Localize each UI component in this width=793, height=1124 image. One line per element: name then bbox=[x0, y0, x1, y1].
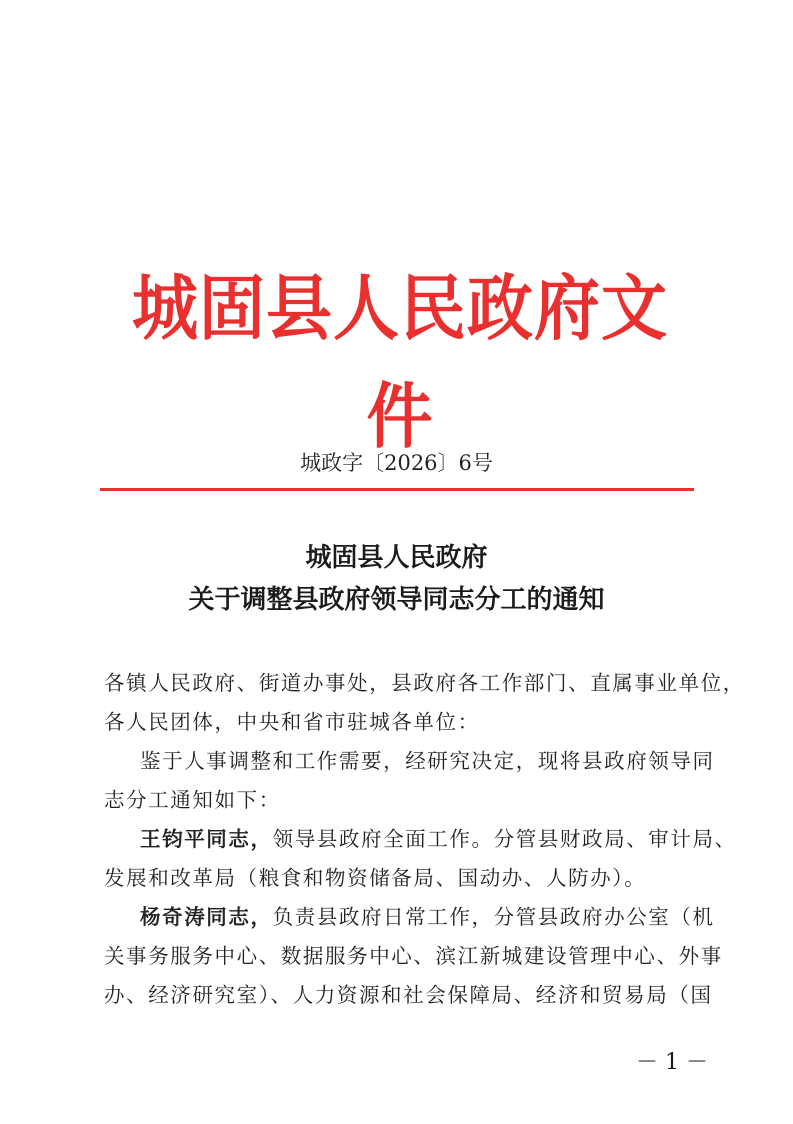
paragraph-1-line-1 bbox=[140, 822, 737, 852]
paragraph-1-text: 领导县政府全面工作。分管县财政局、审计局、 bbox=[272, 827, 737, 851]
document-title-line-1: 城固县人民政府 bbox=[305, 543, 488, 573]
document-title-line-2: 关于调整县政府领导同志分工的通知 bbox=[188, 585, 605, 615]
red-divider-line bbox=[100, 488, 694, 491]
paragraph-2-text: 负责县政府日常工作，分管县政府办公室（机 bbox=[272, 905, 715, 929]
document-masthead: 城固县人民政府文件 bbox=[132, 265, 668, 459]
recipients-line-1: 各镇人民政府、街道办事处，县政府各工作部门、直属事业单位， bbox=[104, 671, 745, 695]
intro-line-1: 鉴于人事调整和工作需要，经研究决定，现将县政府领导同 bbox=[140, 749, 715, 773]
intro-line-2: 志分工通知如下： bbox=[104, 788, 281, 812]
paragraph-2-line-1 bbox=[140, 900, 715, 930]
paragraph-2-line-3: 办、经济研究室）、人力资源和社会保障局、经济和贸易局（国 bbox=[104, 983, 713, 1007]
recipients-line-2: 各人民团体，中央和省市驻城各单位： bbox=[104, 710, 480, 734]
document-number: 城政字〔2026〕6号 bbox=[300, 451, 493, 475]
paragraph-2-line-2: 关事务服务中心、数据服务中心、滨江新城建设管理中心、外事 bbox=[104, 944, 723, 968]
page-number-text: － 1 － bbox=[636, 1050, 708, 1075]
leader-name-yang: 杨奇涛同志， bbox=[140, 905, 273, 929]
leader-name-wang: 王钧平同志， bbox=[140, 827, 273, 851]
paragraph-1-line-2: 发展和改革局（粮食和物资储备局、国动办、人防办）。 bbox=[104, 866, 647, 890]
